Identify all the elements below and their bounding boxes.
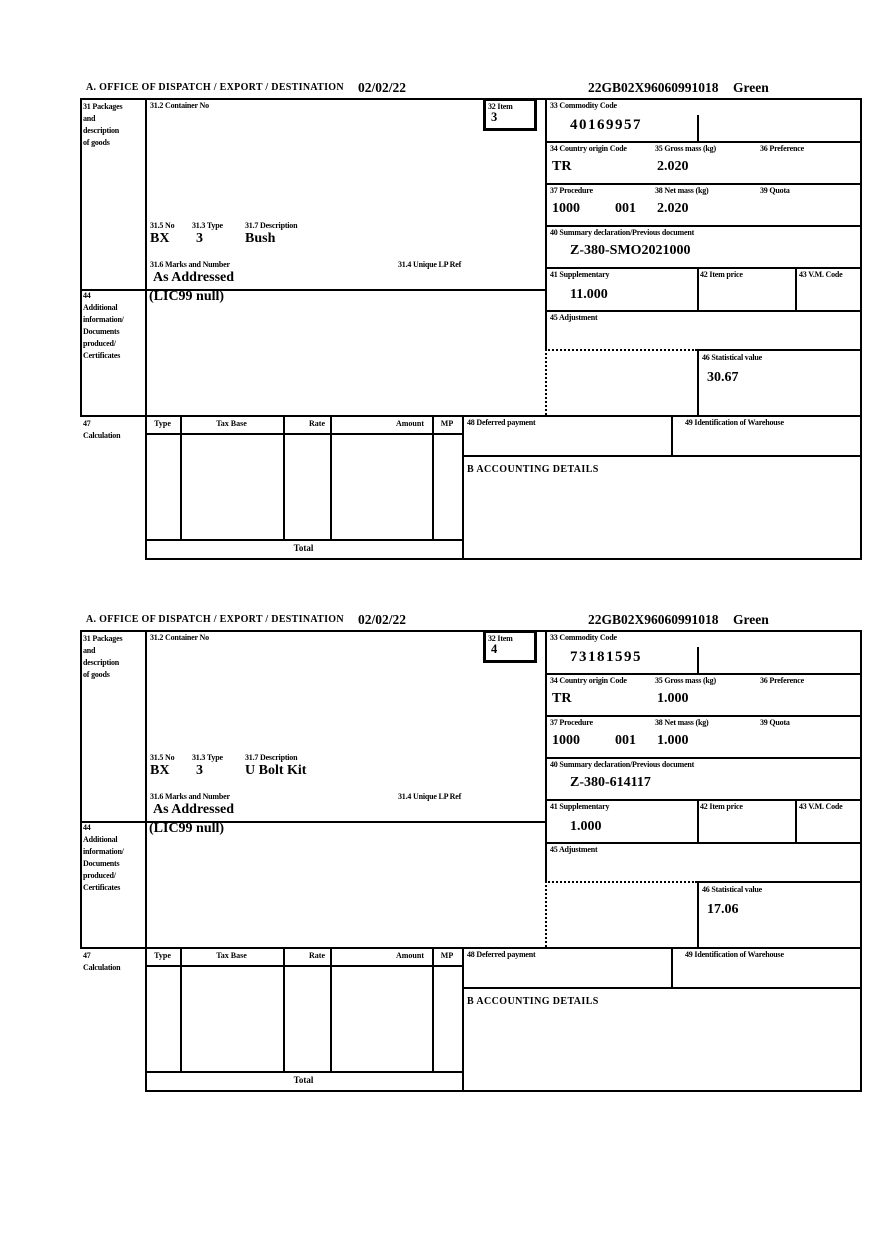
package-type-value: 3 bbox=[196, 231, 203, 246]
summary-declaration-value: Z-380-614117 bbox=[570, 775, 651, 790]
country-origin-value: TR bbox=[552, 159, 572, 174]
grid-line bbox=[283, 415, 285, 539]
office-of-dispatch-label: A. OFFICE OF DISPATCH / EXPORT / DESTINATION bbox=[86, 82, 344, 93]
grid-line bbox=[330, 415, 332, 539]
declaration-form-grid bbox=[80, 98, 862, 560]
item-number-value: 4 bbox=[491, 642, 498, 656]
box-35-gross-mass-label: 35 Gross mass (kg) bbox=[655, 144, 716, 153]
box-49-warehouse-label: 49 Identification of Warehouse bbox=[685, 950, 784, 959]
box-31-label-line: and bbox=[83, 114, 96, 123]
grid-line bbox=[795, 799, 797, 842]
box-35-gross-mass-label: 35 Gross mass (kg) bbox=[655, 676, 716, 685]
box-31-packages-label bbox=[83, 101, 122, 149]
tax-table-header-tax-base: Tax Base bbox=[216, 951, 247, 960]
box-31-label-line: 31 Packages bbox=[83, 102, 123, 111]
grid-line bbox=[330, 947, 332, 1071]
box-44-label-line: Additional bbox=[83, 835, 118, 844]
box-31-4-unique-lp-ref-label: 31.4 Unique LP Ref bbox=[398, 792, 462, 801]
tax-table-header-amount: Amount bbox=[395, 951, 424, 960]
grid-line bbox=[145, 1090, 862, 1092]
grid-line bbox=[145, 558, 862, 560]
procedure-code-value: 1000 bbox=[552, 733, 580, 748]
declaration-reference-value: 22GB02X96060991018 bbox=[588, 80, 719, 95]
goods-description-value: U Bolt Kit bbox=[245, 763, 307, 778]
grid-line bbox=[545, 225, 862, 227]
box-40-summary-declaration-label: 40 Summary declaration/Previous document bbox=[550, 760, 695, 769]
tax-table-header-rate: Rate bbox=[309, 419, 325, 428]
country-origin-value: TR bbox=[552, 691, 572, 706]
dispatch-date-value: 02/02/22 bbox=[358, 80, 407, 95]
grid-line bbox=[671, 947, 673, 987]
box-44-label-line: produced/ bbox=[83, 339, 116, 348]
box-44-label-line: produced/ bbox=[83, 871, 116, 880]
box-46-statistical-value-label: 46 Statistical value bbox=[702, 353, 762, 362]
grid-line bbox=[860, 630, 862, 1092]
box-44-label-line: information/ bbox=[83, 847, 124, 856]
section-header bbox=[80, 80, 862, 98]
box-31-label-line: of goods bbox=[83, 670, 110, 679]
grid-line bbox=[697, 349, 862, 351]
box-47-calculation-label bbox=[83, 950, 120, 974]
box-34-country-origin-label: 34 Country origin Code bbox=[550, 144, 627, 153]
box-31-packages-label bbox=[83, 633, 122, 681]
box-32-item-frame bbox=[483, 98, 537, 131]
package-type-value: 3 bbox=[196, 763, 203, 778]
item-number-value: 3 bbox=[491, 110, 498, 124]
box-39-quota-label: 39 Quota bbox=[760, 186, 790, 195]
net-mass-value: 1.000 bbox=[657, 733, 689, 748]
box-42-item-price-label: 42 Item price bbox=[700, 270, 743, 279]
statistical-value: 17.06 bbox=[707, 902, 739, 917]
grid-line bbox=[545, 757, 862, 759]
box-45-adjustment-label: 45 Adjustment bbox=[550, 845, 598, 854]
box-32-item-label: 32 Item bbox=[488, 634, 513, 643]
dotted-grid-line bbox=[545, 349, 547, 415]
declaration-form-grid bbox=[80, 630, 862, 1092]
tax-table-header-rate: Rate bbox=[309, 951, 325, 960]
box-41-supplementary-label: 41 Supplementary bbox=[550, 270, 610, 279]
box-37-procedure-label: 37 Procedure bbox=[550, 186, 593, 195]
commodity-code-value: 73181595 bbox=[570, 649, 642, 665]
supplementary-units-value: 1.000 bbox=[570, 819, 602, 834]
grid-line bbox=[545, 183, 862, 185]
section-header bbox=[80, 612, 862, 630]
grid-line bbox=[697, 881, 699, 947]
box-45-adjustment-label: 45 Adjustment bbox=[550, 313, 598, 322]
tax-table-header-type: Type bbox=[154, 951, 171, 960]
box-31-6-marks-label: 31.6 Marks and Number bbox=[150, 792, 230, 801]
box-34-country-origin-label: 34 Country origin Code bbox=[550, 676, 627, 685]
tax-table-header-tax-base: Tax Base bbox=[216, 419, 247, 428]
box-31-2-container-no-label: 31.2 Container No bbox=[150, 633, 209, 642]
goods-description-value: Bush bbox=[245, 231, 276, 246]
dotted-grid-line bbox=[545, 349, 697, 351]
box-36-preference-label: 36 Preference bbox=[760, 676, 804, 685]
box-36-preference-label: 36 Preference bbox=[760, 144, 804, 153]
box-32-item-label: 32 Item bbox=[488, 102, 513, 111]
package-no-value: BX bbox=[150, 231, 170, 246]
dotted-grid-line bbox=[545, 881, 697, 883]
grid-line bbox=[697, 881, 862, 883]
gross-mass-value: 2.020 bbox=[657, 159, 689, 174]
box-42-item-price-label: 42 Item price bbox=[700, 802, 743, 811]
box-31-5-no-label: 31.5 No bbox=[150, 753, 175, 762]
office-of-dispatch-label: A. OFFICE OF DISPATCH / EXPORT / DESTINATION bbox=[86, 614, 344, 625]
grid-line bbox=[80, 630, 82, 947]
box-31-label-line: description bbox=[83, 658, 120, 667]
box-40-summary-declaration-label: 40 Summary declaration/Previous document bbox=[550, 228, 695, 237]
declaration-item-section bbox=[80, 80, 862, 561]
additional-information-value: (LIC99 null) bbox=[149, 289, 225, 304]
grid-line bbox=[697, 349, 699, 415]
grid-line bbox=[860, 98, 862, 560]
box-31-4-unique-lp-ref-label: 31.4 Unique LP Ref bbox=[398, 260, 462, 269]
procedure-code-value: 1000 bbox=[552, 201, 580, 216]
dispatch-date-value: 02/02/22 bbox=[358, 612, 407, 627]
box-48-deferred-payment-label: 48 Deferred payment bbox=[467, 418, 536, 427]
grid-line bbox=[145, 98, 147, 560]
grid-line bbox=[180, 415, 182, 539]
grid-line bbox=[697, 267, 699, 310]
accounting-details-label: B ACCOUNTING DETAILS bbox=[467, 996, 599, 1007]
grid-line bbox=[145, 539, 464, 541]
grid-line bbox=[80, 415, 862, 417]
box-31-label-line: of goods bbox=[83, 138, 110, 147]
box-47-label-line: Calculation bbox=[83, 431, 121, 440]
grid-line bbox=[432, 947, 434, 1071]
box-31-label-line: 31 Packages bbox=[83, 634, 123, 643]
grid-line bbox=[462, 415, 464, 560]
box-31-label-line: and bbox=[83, 646, 96, 655]
box-44-label-line: Additional bbox=[83, 303, 118, 312]
box-44-label-line: Certificates bbox=[83, 351, 121, 360]
grid-line bbox=[145, 1071, 464, 1073]
grid-line bbox=[462, 455, 862, 457]
marks-and-number-value: As Addressed bbox=[153, 802, 235, 817]
dotted-grid-line bbox=[545, 881, 547, 947]
tax-total-label: Total bbox=[293, 543, 314, 553]
box-38-net-mass-label: 38 Net mass (kg) bbox=[655, 718, 709, 727]
grid-line bbox=[432, 415, 434, 539]
grid-line bbox=[545, 842, 862, 844]
grid-line bbox=[180, 947, 182, 1071]
procedure-code-2-value: 001 bbox=[615, 733, 636, 748]
box-31-3-type-label: 31.3 Type bbox=[192, 753, 223, 762]
tax-table-header-type: Type bbox=[154, 419, 171, 428]
box-43-vm-code-label: 43 V.M. Code bbox=[799, 270, 843, 279]
grid-line bbox=[462, 947, 464, 1092]
grid-line bbox=[545, 715, 862, 717]
additional-information-value: (LIC99 null) bbox=[149, 821, 225, 836]
grid-line bbox=[80, 947, 862, 949]
marks-and-number-value: As Addressed bbox=[153, 270, 235, 285]
box-33-commodity-code-label: 33 Commodity Code bbox=[550, 101, 617, 110]
box-44-label-line: 44 bbox=[83, 291, 91, 300]
box-44-additional-information-label bbox=[83, 290, 124, 362]
box-31-2-container-no-label: 31.2 Container No bbox=[150, 101, 209, 110]
box-33-commodity-code-label: 33 Commodity Code bbox=[550, 633, 617, 642]
tax-total-label: Total bbox=[293, 1075, 314, 1085]
grid-line bbox=[545, 310, 862, 312]
commodity-code-divider-line bbox=[697, 115, 699, 141]
box-37-procedure-label: 37 Procedure bbox=[550, 718, 593, 727]
box-47-calculation-label bbox=[83, 418, 120, 442]
grid-line bbox=[80, 98, 862, 100]
grid-line bbox=[545, 799, 862, 801]
box-31-3-type-label: 31.3 Type bbox=[192, 221, 223, 230]
box-31-7-description-label: 31.7 Description bbox=[245, 753, 298, 762]
box-44-label-line: 44 bbox=[83, 823, 91, 832]
commodity-code-divider-line bbox=[697, 647, 699, 673]
gross-mass-value: 1.000 bbox=[657, 691, 689, 706]
box-38-net-mass-label: 38 Net mass (kg) bbox=[655, 186, 709, 195]
box-44-label-line: Documents bbox=[83, 859, 120, 868]
grid-line bbox=[283, 947, 285, 1071]
accounting-details-label: B ACCOUNTING DETAILS bbox=[467, 464, 599, 475]
box-31-6-marks-label: 31.6 Marks and Number bbox=[150, 260, 230, 269]
net-mass-value: 2.020 bbox=[657, 201, 689, 216]
grid-line bbox=[145, 965, 464, 967]
grid-line bbox=[697, 799, 699, 842]
box-47-label-line: 47 bbox=[83, 419, 91, 428]
declaration-item-section bbox=[80, 612, 862, 1093]
statistical-value: 30.67 bbox=[707, 370, 739, 385]
tax-table-header-amount: Amount bbox=[395, 419, 424, 428]
grid-line bbox=[145, 433, 464, 435]
grid-line bbox=[80, 630, 862, 632]
box-31-5-no-label: 31.5 No bbox=[150, 221, 175, 230]
grid-line bbox=[545, 267, 862, 269]
box-46-statistical-value-label: 46 Statistical value bbox=[702, 885, 762, 894]
box-32-item-frame bbox=[483, 630, 537, 663]
grid-line bbox=[80, 98, 82, 415]
box-31-label-line: description bbox=[83, 126, 120, 135]
commodity-code-value: 40169957 bbox=[570, 117, 642, 133]
supplementary-units-value: 11.000 bbox=[570, 287, 608, 302]
box-31-7-description-label: 31.7 Description bbox=[245, 221, 298, 230]
procedure-code-2-value: 001 bbox=[615, 201, 636, 216]
box-43-vm-code-label: 43 V.M. Code bbox=[799, 802, 843, 811]
declaration-reference-value: 22GB02X96060991018 bbox=[588, 612, 719, 627]
box-48-deferred-payment-label: 48 Deferred payment bbox=[467, 950, 536, 959]
grid-line bbox=[545, 673, 862, 675]
grid-line bbox=[795, 267, 797, 310]
box-41-supplementary-label: 41 Supplementary bbox=[550, 802, 610, 811]
box-44-label-line: information/ bbox=[83, 315, 124, 324]
box-47-label-line: 47 bbox=[83, 951, 91, 960]
routing-status-value: Green bbox=[733, 612, 769, 627]
tax-table-header-mp: MP bbox=[440, 419, 454, 428]
package-no-value: BX bbox=[150, 763, 170, 778]
box-49-warehouse-label: 49 Identification of Warehouse bbox=[685, 418, 784, 427]
grid-line bbox=[671, 415, 673, 455]
tax-table-header-mp: MP bbox=[440, 951, 454, 960]
grid-line bbox=[545, 141, 862, 143]
box-44-additional-information-label bbox=[83, 822, 124, 894]
box-44-label-line: Certificates bbox=[83, 883, 121, 892]
grid-line bbox=[462, 987, 862, 989]
box-39-quota-label: 39 Quota bbox=[760, 718, 790, 727]
box-47-label-line: Calculation bbox=[83, 963, 121, 972]
summary-declaration-value: Z-380-SMO2021000 bbox=[570, 243, 691, 258]
routing-status-value: Green bbox=[733, 80, 769, 95]
box-44-label-line: Documents bbox=[83, 327, 120, 336]
grid-line bbox=[145, 630, 147, 1092]
